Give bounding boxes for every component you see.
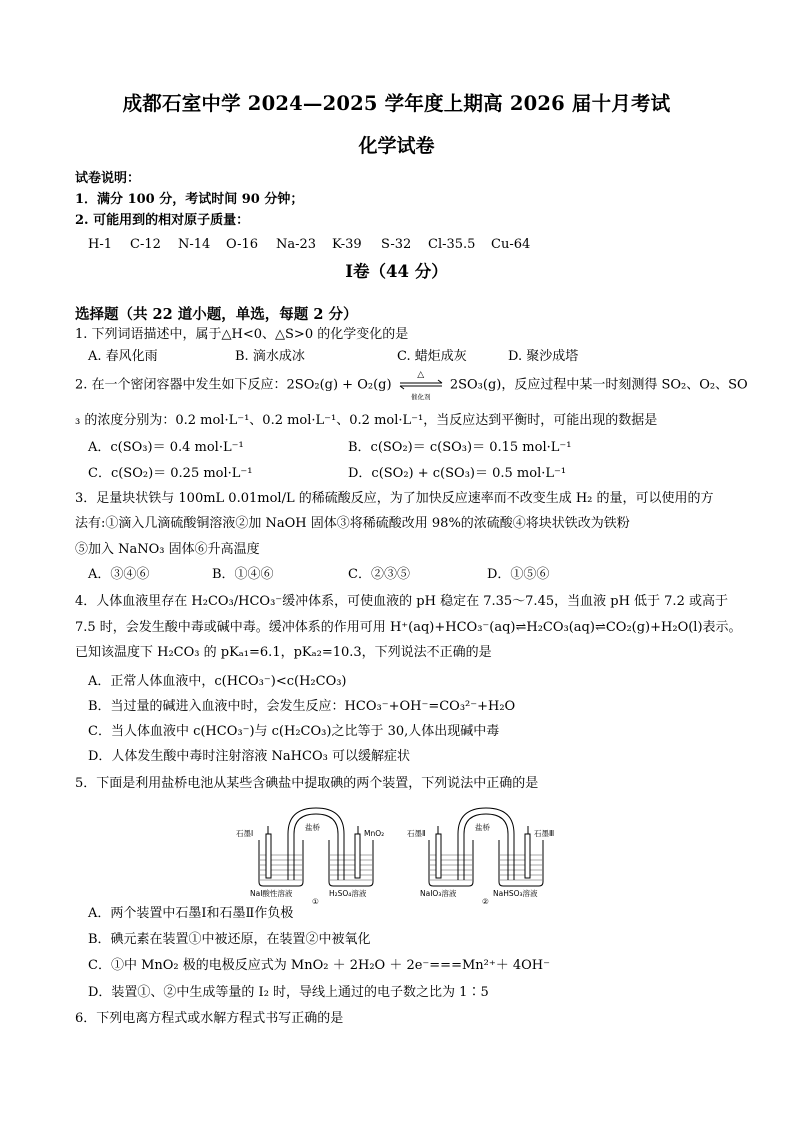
question-4-option-c: C．当人体血液中 c(HCO₃⁻)与 c(H₂CO₃)之比等于 30,人体出现碱中毒 bbox=[88, 724, 500, 739]
atomic-mass-item: H-1 bbox=[88, 237, 113, 252]
question-2-option-a: A．c(SO₃)＝ 0.4 mol·L⁻¹ bbox=[88, 440, 244, 455]
arrow-condition-bottom: 催化剂 bbox=[410, 393, 431, 401]
salt-bridge-label-2: 盐桥 bbox=[475, 823, 490, 832]
option-c: C. 蜡炬成灰 bbox=[397, 349, 467, 364]
option-b: B. 滴水成冰 bbox=[235, 349, 305, 364]
instructions-item-1: 1．满分 100 分，考试时间 90 分钟； bbox=[75, 192, 304, 207]
question-5-option-a: A．两个装置中石墨Ⅰ和石墨Ⅱ作负极 bbox=[88, 906, 294, 921]
option-a: A．③④⑥ bbox=[88, 567, 150, 582]
question-4-line-2: 7.5 时，会发生酸中毒或碱中毒。缓冲体系的作用可用 H⁺(aq)+HCO₃⁻(aq)⇌H₂CO₃(aq)⇌CO₂(g)+H₂O(l)表示。 bbox=[75, 620, 742, 635]
option-b: B．①④⑥ bbox=[212, 567, 274, 582]
figure-label-2: ② bbox=[482, 897, 489, 905]
question-5-stem: 5．下面是利用盐桥电池从某些含碘盐中提取碘的两个装置，下列说法中正确的是 bbox=[75, 776, 539, 791]
electrode-label-graphite-1: 石墨Ⅰ bbox=[236, 829, 254, 838]
section-title: I卷（44 分） bbox=[345, 262, 448, 281]
beaker-1-right bbox=[329, 840, 373, 886]
electrode-label-graphite-2: 石墨Ⅱ bbox=[407, 829, 426, 838]
question-2-option-b: B．c(SO₂)＝ c(SO₃)＝ 0.15 mol·L⁻¹ bbox=[348, 440, 572, 455]
question-3-line-2: 法有:①滴入几滴硫酸铜溶液②加 NaOH 固体③将稀硫酸改用 98%的浓硫酸④将块状铁改为铁粉 bbox=[75, 516, 630, 531]
atomic-mass-item: Cl-35.5 bbox=[428, 237, 476, 252]
electrode-label-graphite-3: 石墨Ⅲ bbox=[534, 829, 555, 838]
question-2-stem-continued: ₃ 的浓度分别为：0.2 mol·L⁻¹、0.2 mol·L⁻¹、0.2 mol·L⁻¹，当反应达到平衡时，可能出现的数据是 bbox=[75, 413, 658, 428]
solution-label-1-right: H₂SO₄溶液 bbox=[329, 889, 367, 898]
atomic-mass-item: N-14 bbox=[178, 237, 211, 252]
solution-label-2-right: NaHSO₃溶液 bbox=[493, 889, 538, 898]
option-a: A. 春风化雨 bbox=[88, 349, 158, 364]
salt-bridge-apparatus-figure bbox=[228, 800, 563, 905]
question-4-option-d: D．人体发生酸中毒时注射溶液 NaHCO₃ 可以缓解症状 bbox=[88, 749, 410, 764]
page-subtitle: 化学试卷 bbox=[358, 135, 435, 157]
atomic-mass-item: Na-23 bbox=[276, 237, 317, 252]
question-4-option-b: B．当过量的碱进入血液中时，会发生反应：HCO₃⁻+OH⁻=CO₃²⁻+H₂O bbox=[88, 699, 516, 714]
option-c: C．②③⑤ bbox=[348, 567, 410, 582]
question-2-option-d: D．c(SO₂) + c(SO₃)＝ 0.5 mol·L⁻¹ bbox=[348, 466, 567, 481]
electrode-label-mno2: MnO₂ bbox=[364, 829, 385, 838]
question-2-option-c: C．c(SO₂)＝ 0.25 mol·L⁻¹ bbox=[88, 466, 253, 481]
option-d: D．①⑤⑥ bbox=[487, 567, 550, 582]
salt-bridge-label-1: 盐桥 bbox=[305, 823, 320, 832]
question-3-options bbox=[88, 567, 549, 583]
section-heading: 选择题（共 22 道小题，单选，每题 2 分） bbox=[75, 306, 358, 323]
beaker-2-right bbox=[499, 840, 543, 886]
figure-label-1: ① bbox=[312, 897, 319, 905]
page-title: 成都石室中学 2024—2025 学年度上期高 2026 届十月考试 bbox=[122, 92, 671, 115]
question-1-options bbox=[88, 349, 578, 365]
question-2-stem bbox=[75, 370, 748, 401]
atomic-mass-list bbox=[88, 237, 539, 253]
question-5-option-d: D．装置①、②中生成等量的 I₂ 时，导线上通过的电子数之比为 1∶5 bbox=[88, 985, 489, 1000]
atomic-mass-item: C-12 bbox=[130, 237, 161, 252]
question-5-option-b: B．碘元素在装置①中被还原，在装置②中被氧化 bbox=[88, 932, 371, 947]
question-4-option-a: A．正常人体血液中，c(HCO₃⁻)<c(H₂CO₃) bbox=[88, 674, 347, 689]
instructions-heading: 试卷说明： bbox=[75, 171, 141, 186]
question-5-option-c: C．①中 MnO₂ 极的电极反应式为 MnO₂ ＋ 2H₂O ＋ 2e⁻===Mn²⁺＋ 4OH⁻ bbox=[88, 958, 550, 973]
question-2-stem-part-1: 2. 在一个密闭容器中发生如下反应：2SO₂(g) + O₂(g) bbox=[75, 377, 392, 393]
option-d: D. 聚沙成塔 bbox=[508, 349, 579, 364]
question-1-stem: 1. 下列词语描述中，属于△H<0、△S>0 的化学变化的是 bbox=[75, 327, 409, 342]
question-4-line-3: 已知该温度下 H₂CO₃ 的 pKₐ₁=6.1，pKₐ₂=10.3，下列说法不正确的是 bbox=[75, 645, 492, 660]
question-6-stem: 6．下列电离方程式或水解方程式书写正确的是 bbox=[75, 1011, 344, 1026]
instructions-item-2: 2. 可能用到的相对原子质量： bbox=[75, 213, 250, 228]
atomic-mass-item: S-32 bbox=[381, 237, 412, 252]
solution-label-2-left: NaIO₃溶液 bbox=[420, 889, 457, 898]
arrow-condition-top: △ bbox=[417, 370, 425, 380]
question-4-line-1: 4．人体血液里存在 H₂CO₃/HCO₃⁻缓冲体系，可使血液的 pH 稳定在 7.35～7.45，当血液 pH 低于 7.2 或高于 bbox=[75, 594, 728, 609]
question-3-line-1: 3．足量块状铁与 100mL 0.01mol/L 的稀硫酸反应，为了加快反应速率而不改变生成 H₂ 的量，可以使用的方 bbox=[75, 491, 714, 506]
atomic-mass-item: Cu-64 bbox=[491, 237, 531, 252]
atomic-mass-item: K-39 bbox=[332, 237, 362, 252]
question-3-line-3: ⑤加入 NaNO₃ 固体⑥升高温度 bbox=[75, 542, 260, 557]
reversible-arrow bbox=[396, 370, 446, 401]
atomic-mass-item: O-16 bbox=[226, 237, 259, 252]
question-2-stem-part-2: 2SO₃(g)，反应过程中某一时刻测得 SO₂、O₂、SO bbox=[449, 377, 748, 393]
solution-label-1-left: NaI酸性溶液 bbox=[250, 889, 293, 898]
